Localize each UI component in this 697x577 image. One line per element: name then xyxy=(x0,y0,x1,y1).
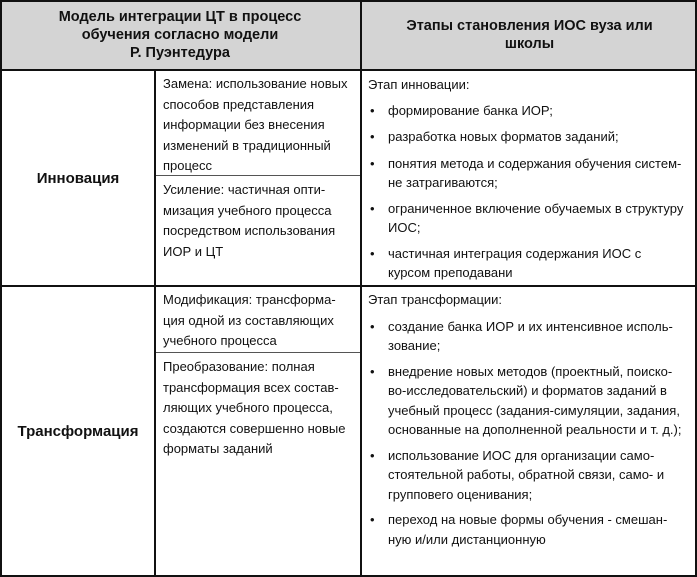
list-item xyxy=(362,446,695,505)
header-left-line: Модель интеграции ЦТ в процесс xyxy=(58,8,302,25)
list-item-line: • частичная интеграция содержания ИОС с xyxy=(388,245,642,261)
sub-divider-transformation xyxy=(156,352,360,353)
list-item-line: групповего оценивания; xyxy=(388,486,533,502)
cell-line: Замена: использование новых xyxy=(163,76,348,91)
header-right-line: Этапы становления ИОС вуза или xyxy=(406,17,653,34)
list-item-line: основанные на дополненной реальности и т. д.); xyxy=(388,422,682,437)
cell-line: ция одной из составляющих xyxy=(163,312,334,328)
list-item-line: ИОС; xyxy=(388,220,421,235)
list-item-line: учебный процесс (задания-симуляции, задания, xyxy=(388,402,680,418)
stage-transformation xyxy=(362,290,695,549)
cell-line: трансформация всех состав- xyxy=(163,379,339,395)
list-item-line: курсом преподавани xyxy=(388,265,513,280)
cell-line: изменений в традиционный xyxy=(163,137,331,153)
list-item xyxy=(362,154,695,193)
list-item-line: ную и/или дистанционную xyxy=(388,531,546,547)
row-label-innovation xyxy=(2,71,154,285)
cell-line: Модификация: трансформа- xyxy=(163,292,336,307)
cell-line: учебного процесса xyxy=(163,333,277,348)
cell-line: посредством использования xyxy=(163,223,336,238)
cell-modification xyxy=(156,290,360,352)
list-item-line: • создание банка ИОР и их интенсивное исполь- xyxy=(388,318,673,334)
list-item xyxy=(362,317,695,356)
header-right-title xyxy=(406,17,652,53)
row-label-text: Трансформация xyxy=(17,422,139,440)
stage-title: Этап инновации: xyxy=(368,77,470,92)
cell-line: информации без внесения xyxy=(163,117,325,132)
list-item-line: не затрагиваются; xyxy=(388,175,498,190)
list-item xyxy=(362,362,695,440)
list-item xyxy=(362,244,695,283)
stage-innovation xyxy=(362,75,695,283)
list-item-line: • формирование банка ИОР; xyxy=(388,102,553,118)
cell-line: мизация учебного процесса xyxy=(163,202,332,218)
header-right xyxy=(362,0,697,69)
list-item-line: • использование ИОС для организации само- xyxy=(388,447,655,463)
row-label-text: Инновация xyxy=(36,169,120,187)
list-item xyxy=(362,101,695,121)
table-border-top xyxy=(0,0,697,2)
list-item-line: стоятельной работы, обратной связи, само- и xyxy=(388,467,665,482)
header-left-line: обучения согласно модели xyxy=(81,26,279,43)
cell-line: Усиление: частичная опти- xyxy=(163,182,326,197)
list-item xyxy=(362,127,695,147)
list-item-line: зование; xyxy=(388,338,441,353)
row-label-transformation xyxy=(2,287,154,575)
header-left xyxy=(0,0,360,69)
list-item-line: • переход на новые формы обучения - смешан- xyxy=(388,512,668,527)
cell-redefinition xyxy=(156,357,360,460)
list-item-line: • ограниченное включение обучаемых в структуру xyxy=(388,200,684,216)
cell-line: ИОР и ЦТ xyxy=(163,243,224,259)
stage-title: Этап трансформации: xyxy=(368,292,503,307)
cell-augmentation xyxy=(156,180,360,262)
header-left-line: Р. Пуэнтедура xyxy=(130,44,230,61)
list-item-line: • внедрение новых методов (проектный, поиско- xyxy=(388,363,673,379)
list-item-line: • понятия метода и содержания обучения систем- xyxy=(388,155,682,171)
cell-line: ляющих учебного процесса, xyxy=(163,400,333,415)
cell-line: создаются совершенно новые xyxy=(163,420,346,436)
cell-line: процесс xyxy=(163,158,213,173)
header-right-line: школы xyxy=(504,35,555,52)
list-item-line: во-исследовательский) и форматов заданий в xyxy=(388,383,667,398)
list-item xyxy=(362,510,695,549)
header-left-title xyxy=(59,8,302,62)
cell-line: форматы заданий xyxy=(163,441,273,456)
list-item-line: • разработка новых форматов заданий; xyxy=(388,129,619,144)
list-item xyxy=(362,199,695,238)
cell-line: способов представления xyxy=(163,96,315,112)
cell-line: Преобразование: полная xyxy=(163,359,315,374)
cell-substitution xyxy=(156,74,360,177)
